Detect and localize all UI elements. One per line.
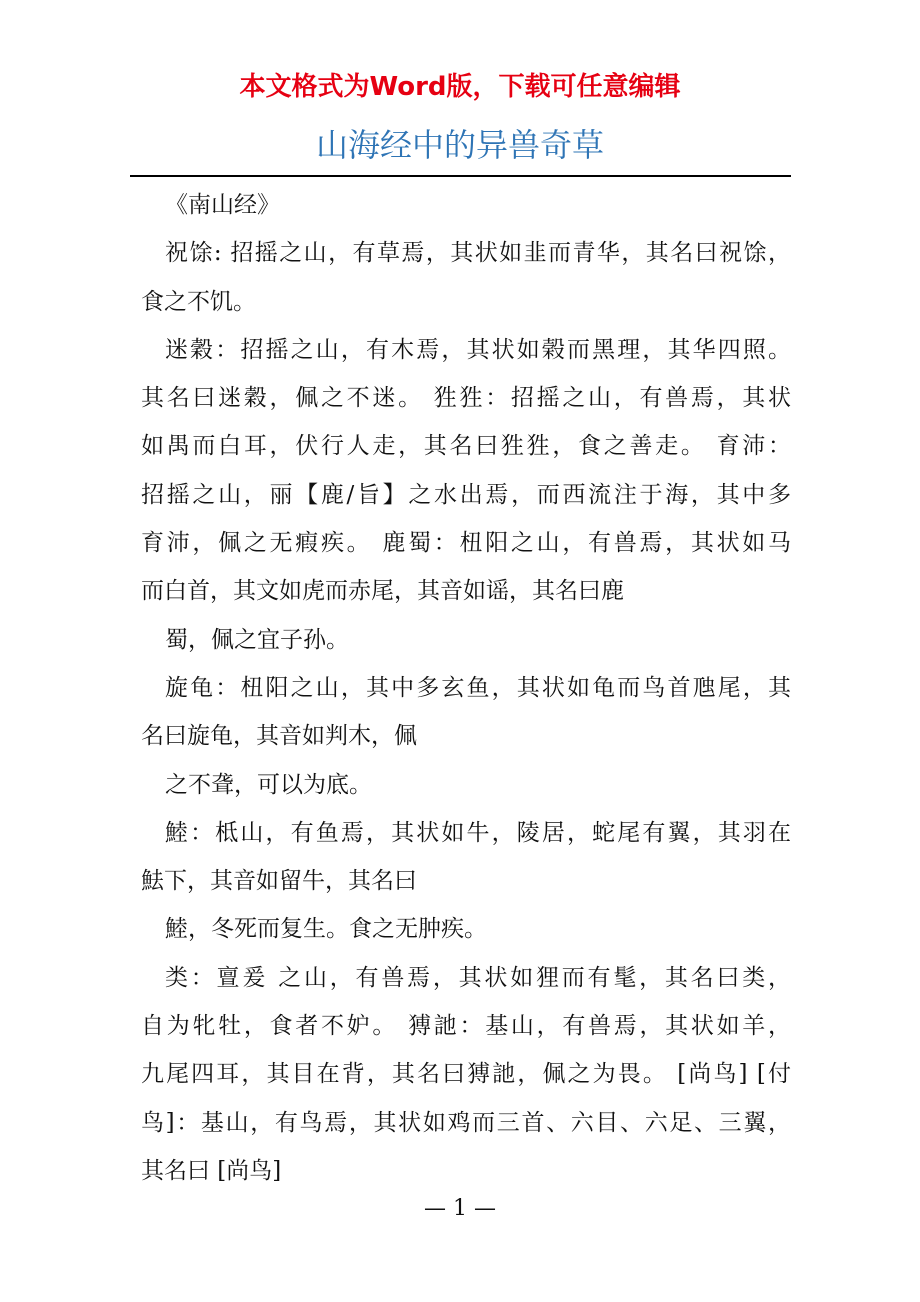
text-line: 九尾四耳，其目在背，其名曰猼訑，佩之为畏。 [尚鸟] [付	[141, 1061, 791, 1088]
text-line: 其名曰 [尚鸟]	[141, 1157, 282, 1184]
document-body	[141, 181, 791, 1195]
text-line: 如禺而白耳，伏行人走，其名曰狌狌，食之善走。 育沛：	[141, 433, 791, 460]
text-line: 祝馀: 招摇之山，有草焉，其状如韭而青华，其名曰祝馀，	[165, 240, 791, 267]
text-line: 其名曰迷穀，佩之不迷。 狌狌：招摇之山，有兽焉，其状	[141, 385, 791, 412]
text-line: 而白首，其文如虎而赤尾，其音如谣，其名曰鹿	[141, 578, 624, 605]
text-line: 旋龟：杻阳之山，其中多玄鱼，其状如龟而鸟首虺尾，其	[165, 674, 791, 701]
format-notice-banner: 本文格式为Word版，下载可任意编辑	[239, 72, 681, 102]
text-line: 类：亶爰 之山，有兽焉，其状如狸而有髦，其名曰类，	[165, 964, 791, 991]
text-line: 鸟]：基山，有鸟焉，其状如鸡而三首、六目、六足、三翼，	[141, 1109, 791, 1136]
text-line: 鯥：柢山，有鱼焉，其状如牛，陵居，蛇尾有翼，其羽在	[165, 819, 791, 846]
text-line: 食之不饥。	[141, 288, 256, 315]
text-line: 招摇之山，丽【鹿/旨】之水出焉，而西流注于海，其中多	[141, 481, 791, 508]
text-line: 育沛，佩之无瘕疾。 鹿蜀：杻阳之山，有兽焉，其状如马	[141, 530, 791, 557]
text-line: 自为牝牡，食者不妒。 猼訑：基山，有兽焉，其状如羊，	[141, 1013, 791, 1040]
text-line: 迷穀：招摇之山，有木焉，其状如榖而黑理，其华四照。	[165, 336, 791, 363]
text-line: 之不聋，可以为底。	[165, 771, 372, 798]
page-number: — 1 —	[424, 1196, 496, 1221]
title-divider	[130, 175, 791, 177]
text-line: 《南山经》	[165, 192, 280, 218]
text-line: 鯥，冬死而复生。食之无肿疾。	[165, 916, 487, 943]
document-title: 山海经中的异兽奇草	[315, 126, 604, 164]
text-line: 名曰旋龟，其音如判木，佩	[141, 723, 417, 750]
text-line: 魼下，其音如留牛，其名曰	[141, 868, 417, 895]
text-line: 蜀，佩之宜子孙。	[165, 626, 349, 653]
